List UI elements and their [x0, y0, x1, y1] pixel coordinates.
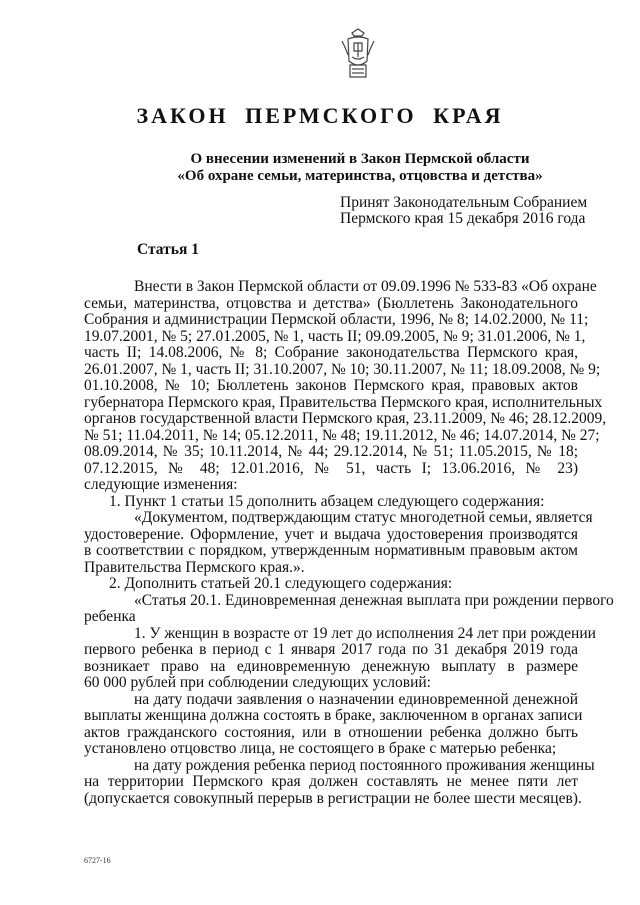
law-subtitle — [80, 151, 640, 185]
body-line: семьи, материнства, отцовства и детства» (Бюллетень Законодательного — [84, 294, 578, 312]
body-line: 2. Дополнить статьей 20.1 следующего содержания: — [109, 575, 453, 592]
body-line: актов гражданского состояния, или в отношении ребенка должно быть — [84, 723, 578, 741]
body-line: 1. У женщин в возрасте от 19 лет до исполнения 24 лет при рождении — [134, 624, 596, 642]
body-line: губернатора Пермского края, Правительства Пермского края, исполнительных — [84, 393, 603, 411]
adoption-line: Принят Законодательным Собранием — [340, 194, 588, 211]
adoption-line: Пермского края 15 декабря 2016 года — [340, 210, 586, 227]
body-line: «Статья 20.1. Единовременная денежная выплата при рождении первого — [134, 591, 614, 609]
body-line: 01.10.2008, № 10; Бюллетень законов Пермского края, правовых актов — [84, 377, 578, 394]
body-line: № 51; 11.04.2011, № 14; 05.12.2011, № 48; 19.11.2012, № 46; 14.07.2014, № 27; — [84, 426, 600, 444]
body-line: 08.09.2014, № 35; 10.11.2014, № 44; 29.12.2014, № 51; 11.05.2015, № 18; — [84, 443, 578, 460]
body-line: первого ребенка в период с 1 января 2017 года по 31 декабря 2019 года — [84, 641, 578, 658]
body-line: «Документом, подтверждающим статус многодетной семьи, является — [134, 509, 593, 526]
body-line: удостоверение. Оформление, учет и выдача удостоверения производятся — [84, 525, 578, 543]
law-title: ЗАКОН ПЕРМСКОГО КРАЯ — [136, 103, 504, 128]
body-line: часть II; 14.08.2006, № 8; Собрание законодательства Пермского края, — [84, 344, 578, 361]
document-code: 6727-16 — [84, 856, 111, 865]
body-line: 19.07.2001, № 5; 27.01.2005, № 1, часть II; 09.09.2005, № 9; 31.01.2006, № 1, — [84, 327, 586, 345]
body-line: на дату рождения ребенка период постоянного проживания женщины — [134, 756, 595, 774]
body-line: Внести в Закон Пермской области от 09.09.1996 № 533-83 «Об охране — [134, 278, 597, 295]
body-line: на дату подачи заявления о назначении единовременной денежной — [134, 690, 578, 708]
body-line: Правительства Пермского края.». — [84, 558, 305, 576]
subtitle-line: О внесении изменений в Закон Пермской области — [190, 151, 530, 167]
body-line: следующие изменения: — [84, 476, 238, 493]
body-line: на территории Пермского края должен составлять не менее пяти лет — [84, 773, 578, 790]
body-line: 07.12.2015, № 48; 12.01.2016, № 51, часть I; 13.06.2016, № 23) — [84, 459, 578, 477]
coat-of-arms-icon — [338, 27, 378, 81]
subtitle-line: «Об охране семьи, материнства, отцовства и детства» — [177, 168, 543, 184]
body-line: в соответствии с порядком, утвержденным нормативным правовым актом — [84, 542, 578, 559]
body-line: ребенка — [84, 608, 136, 625]
body-line: 26.01.2007, № 1, часть II; 31.10.2007, № 10; 30.11.2007, № 11; 18.09.2008, № 9; — [84, 360, 601, 378]
adoption-note — [340, 195, 587, 227]
body-line: выплаты женщина должна состоять в браке, заключенном в органах записи — [84, 707, 583, 724]
body-line: возникает право на единовременную денежную выплату в размере — [84, 657, 578, 675]
body-line: 60 000 рублей при соблюдении следующих условий: — [84, 674, 431, 691]
body-line: органов государственной власти Пермского края, 23.11.2009, № 46; 28.12.2009, — [84, 410, 607, 427]
article-body — [84, 278, 614, 807]
article-heading: Статья 1 — [137, 241, 199, 258]
body-line: установлено отцовство лица, не состоящего в браке с матерью ребенка; — [84, 740, 557, 757]
body-line: 1. Пункт 1 статьи 15 дополнить абзацем следующего содержания: — [109, 492, 545, 510]
body-line: Собрания и администрации Пермской области, 1996, № 8; 14.02.2000, № 11; — [84, 311, 589, 328]
body-line: (допускается совокупный перерыв в регистрации не более шести месяцев). — [84, 789, 582, 807]
